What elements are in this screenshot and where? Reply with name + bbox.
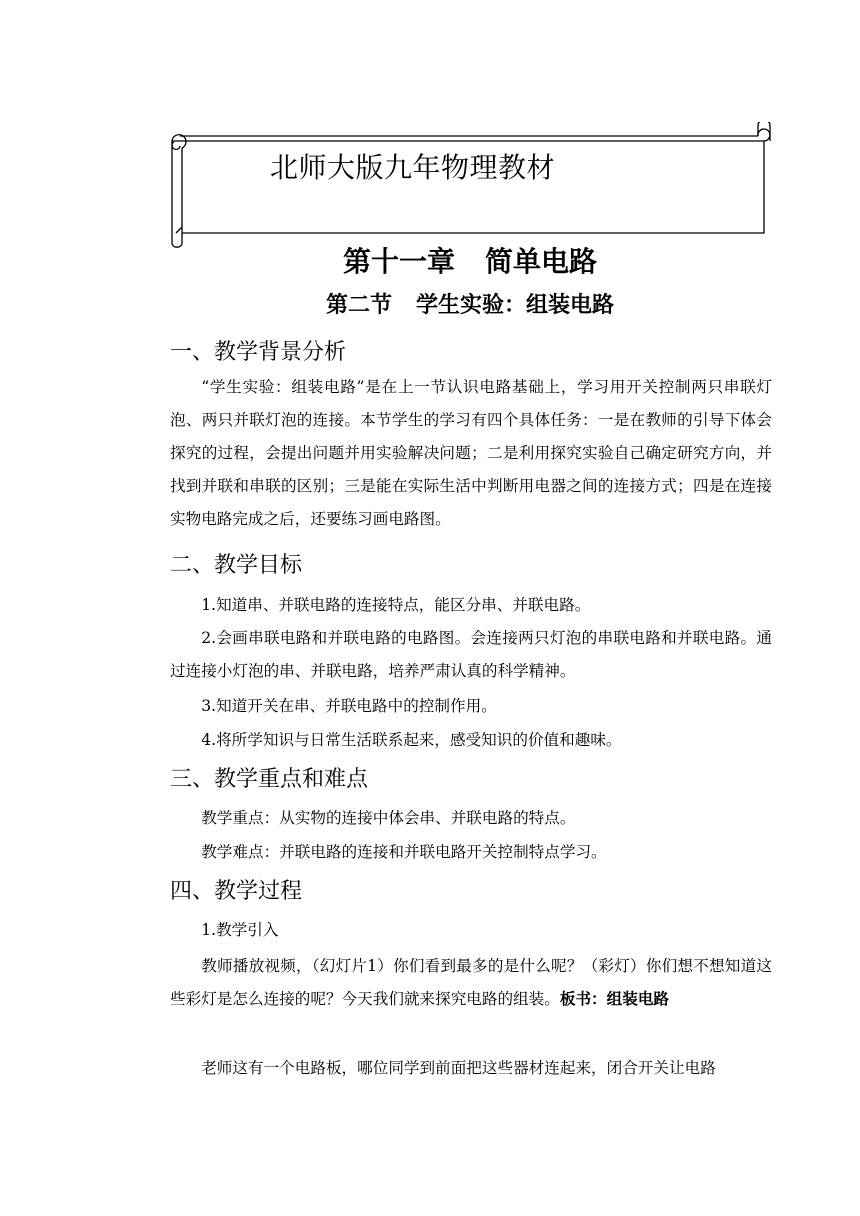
process-paragraph-1 <box>170 950 772 1016</box>
process-step-1: 1.教学引入 <box>201 921 279 939</box>
goal-item-3: 3.知道开关在串、并联电路中的控制作用。 <box>201 697 497 715</box>
chapter-number: 第十一章 <box>342 245 455 278</box>
chapter-name: 简单电路 <box>485 245 598 278</box>
section-title <box>0 289 860 323</box>
blackboard-note: 板书：组装电路 <box>559 990 670 1008</box>
heading-background: 一、教学背景分析 <box>170 340 347 365</box>
banner-title: 北师大版九年物理教材 <box>270 151 556 184</box>
process-paragraph-1-text: 教师播放视频，（幻灯片1）你们看到最多的是什么呢？（彩灯）你们想不想知道这些彩灯是怎么连接的呢？今天我们就来探究电路的组装。 <box>170 957 772 1008</box>
goal-item-4: 4.将所学知识与日常生活联系起来，感受知识的价值和趣味。 <box>201 731 622 749</box>
heading-keypoints: 三、教学重点和难点 <box>170 767 369 792</box>
scroll-banner <box>160 122 772 254</box>
goal-item-1: 1.知道串、并联电路的连接特点，能区分串、并联电路。 <box>201 596 591 614</box>
process-paragraph-2: 老师这有一个电路板，哪位同学到前面把这些器材连起来，闭合开关让电路 <box>201 1059 716 1077</box>
heading-goals: 二、教学目标 <box>170 553 303 578</box>
goal-item-2: 2.会画串联电路和并联电路的电路图。会连接两只灯泡的串联电路和并联电路。通过连接小灯泡的串、并联电路，培养严肃认真的科学精神。 <box>170 629 772 680</box>
heading-process: 四、教学过程 <box>170 879 303 904</box>
section-number: 第二节 <box>325 293 392 318</box>
key-difficulty: 教学难点：并联电路的连接和并联电路开关控制特点学习。 <box>201 843 607 861</box>
key-focus: 教学重点：从实物的连接中体会串、并联电路的特点。 <box>201 809 576 827</box>
chapter-title <box>0 242 860 282</box>
background-paragraph: “学生实验：组装电路”是在上一节认识电路基础上，学习用开关控制两只串联灯泡、两只并联灯泡的连接。本节学生的学习有四个具体任务：一是在教师的引导下体会探究的过程，会提出问题并用实验解决问题；二是利用探究实验自己确定研究方向，并找到并联和串联的区别；三是能在实际生活中判断用电器之间的连接方式；四是在连接实物电路完成之后，还要练习画电路图。 <box>170 378 772 528</box>
scroll-frame-graphic <box>160 122 772 254</box>
section-name: 学生实验：组装电路 <box>416 293 615 318</box>
